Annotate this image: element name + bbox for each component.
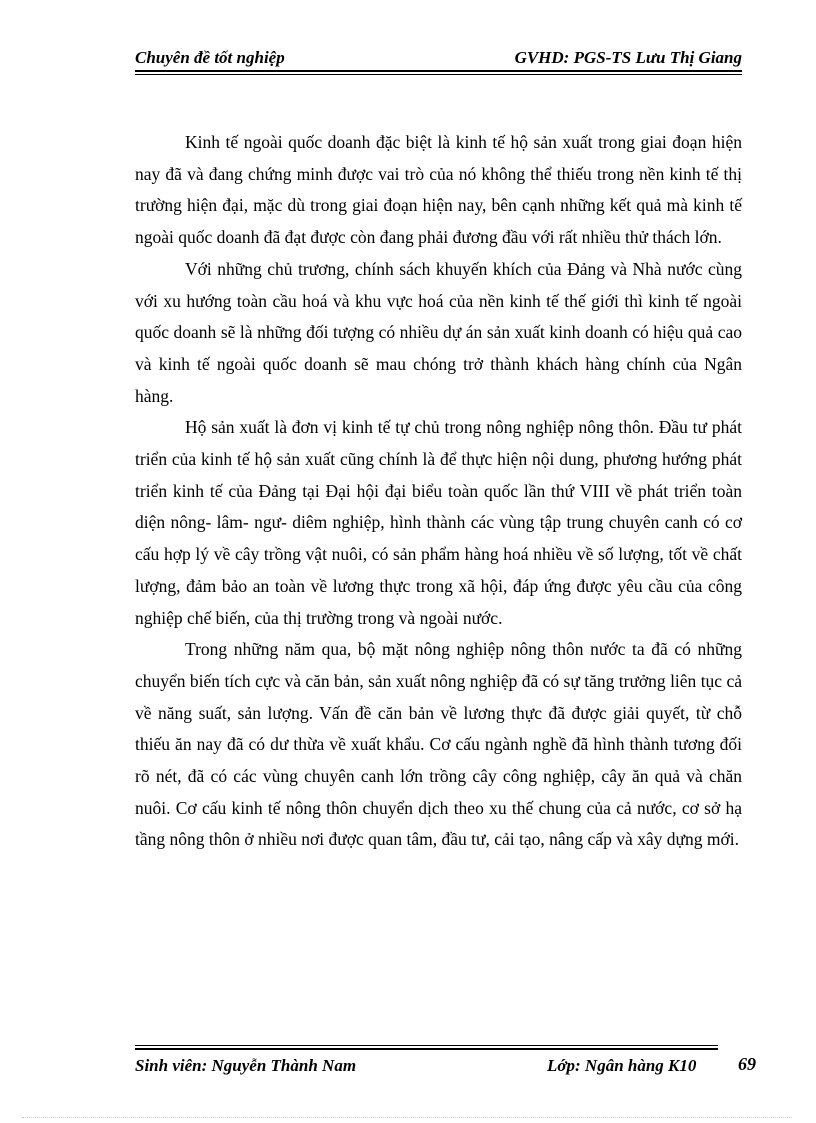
page-number: 69 (738, 1054, 756, 1074)
page-edge-divider (22, 1117, 792, 1118)
header-divider (135, 70, 742, 75)
paragraph: Với những chủ trương, chính sách khuyến khích của Đảng và Nhà nước cùng với xu hướng toàn cầu hoá và khu vực hoá của nền kinh tế thế giới thì kinh tế ngoài quốc doanh sẽ là những đối tượng có nhiều dự án sản xuất kinh doanh có hiệu quả cao và kinh tế ngoài quốc doanh sẽ mau chóng trở thành khách hàng chính của Ngân hàng. (135, 258, 742, 406)
body-text (135, 127, 742, 856)
paragraph: Hộ sản xuất là đơn vị kinh tế tự chủ trong nông nghiệp nông thôn. Đầu tư phát triển của kinh tế hộ sản xuất cũng chính là để thực hiện nội dung, phương hướng phát triển kinh tế của Đảng tại Đại hội đại biểu toàn quốc lần thứ VIII về phát triển toàn diện nông- lâm- ngư- diêm nghiệp, hình thành các vùng tập trung chuyên canh có cơ cấu hợp lý về cây trồng vật nuôi, có sản phẩm hàng hoá nhiều về số lượng, tốt về chất lượng, đảm bảo an toàn về lương thực trong xã hội, đáp ứng được yêu cầu của công nghiệp chế biến, của thị trường trong và ngoài nước. (135, 417, 742, 628)
class-name: Lớp: Ngân hàng K10 (547, 1056, 697, 1075)
paragraph: Trong những năm qua, bộ mặt nông nghiệp nông thôn nước ta đã có những chuyển biến tích cực và căn bản, sản xuất nông nghiệp đã có sự tăng trưởng liên tục cả về năng suất, sản lượng. Vấn đề căn bản về lương thực đã được giải quyết, từ chỗ thiếu ăn nay đã có dư thừa về xuất khẩu. Cơ cấu ngành nghề đã hình thành tương đối rõ nét, đã có các vùng chuyên canh lớn trồng cây công nghiệp, cây ăn quả và chăn nuôi. Cơ cấu kinh tế nông thôn chuyển dịch theo xu thế chung của cả nước, cơ sở hạ tầng nông thôn ở nhiều nơi được quan tâm, đầu tư, cải tạo, nâng cấp và xây dựng mới. (135, 639, 742, 850)
footer-divider (135, 1045, 718, 1050)
page-header (135, 48, 742, 74)
paragraph: Kinh tế ngoài quốc doanh đặc biệt là kinh tế hộ sản xuất trong giai đoạn hiện nay đã và đang chứng minh được vai trò của nó không thể thiếu trong nền kinh tế thị trường hiện đại, mặc dù trong giai đoạn hiện nay, bên cạnh những kết quả mà kinh tế ngoài quốc doanh đã đạt được còn đang phải đương đầu với rất nhiều thử thách lớn. (135, 132, 742, 248)
supervisor-name: GVHD: PGS-TS Lưu Thị Giang (514, 48, 742, 67)
student-name: Sinh viên: Nguyễn Thành Nam (135, 1056, 357, 1075)
document-type-title: Chuyên đề tốt nghiệp (135, 48, 285, 67)
page-footer (135, 1045, 765, 1085)
